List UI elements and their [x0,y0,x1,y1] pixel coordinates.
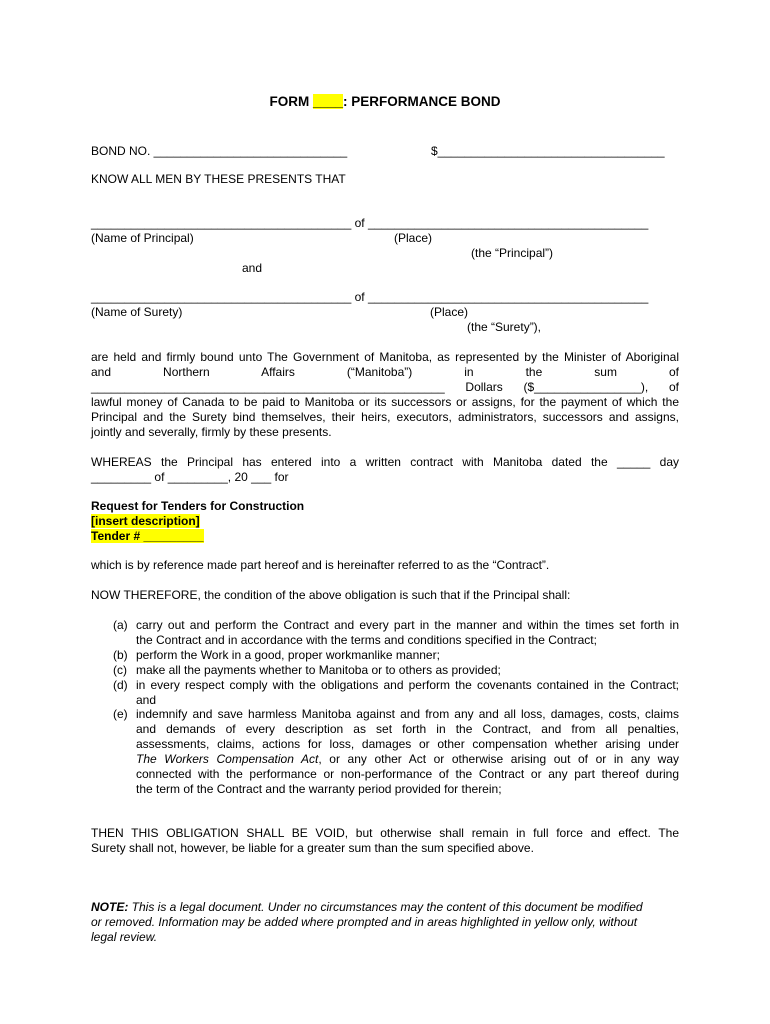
workers-compensation-act: The Workers Compensation Act [136,752,319,766]
condition-e-label: (e) [113,707,128,721]
tender-description-field[interactable]: [insert description] [91,514,200,528]
bond-number-field[interactable]: BOND NO. _____________________________ [91,144,348,158]
condition-e-line-4 [136,752,679,767]
surety-name-blank[interactable]: _______________________________________ of __________________________________________ [91,290,649,304]
condition-e-line-3: assessments, claims, actions for loss, damages or other compensation whether arising under [136,737,679,751]
condition-e-line-2: and demands of every description as set forth in the Contract, and from all penalties, [136,722,679,736]
condition-a-label: (a) [113,618,128,632]
condition-e-line-1: indemnify and save harmless Manitoba against and from any and all loss, damages, costs, claims [136,707,679,721]
tender-heading: Request for Tenders for Construction [91,499,305,513]
reference-text: which is by reference made part hereof and is hereinafter referred to as the “Contract”. [91,558,550,572]
principal-place-label: (Place) [394,231,433,245]
now-therefore-text: NOW THEREFORE, the condition of the above obligation is such that if the Principal shall: [91,588,571,602]
and-connector: and [242,261,263,275]
note-text-1: This is a legal document. Under no circumstances may the content of this document be modified [128,900,643,914]
page-title [0,94,770,109]
condition-b-text: perform the Work in a good, proper workmanlike manner; [136,648,440,662]
held-line-4: lawful money of Canada to be paid to Manitoba or its successors or assigns, for the payment of which the [91,395,679,409]
condition-d-label: (d) [113,678,128,692]
held-line-3[interactable]: _____________________________________________________ Dollars ($________________), of [91,380,679,394]
principal-name-label: (Name of Principal) [91,231,194,245]
whereas-line-2[interactable]: _________ of _________, 20 ___ for [91,470,289,484]
principal-name-blank[interactable]: _______________________________________ of __________________________________________ [91,216,649,230]
condition-e-line-5: connected with the performance or non-performance of the Contract or any part thereof during [136,767,679,781]
tender-number-field[interactable]: Tender # _________ [91,529,204,543]
condition-d-line-1: in every respect comply with the obligations and perform the covenants contained in the Contract; [136,678,679,692]
void-line-1: THEN THIS OBLIGATION SHALL BE VOID, but otherwise shall remain in full force and effect. The [91,826,679,840]
principal-role: (the “Principal”) [471,246,554,260]
held-line-2: and Northern Affairs (“Manitoba”) in the sum of [91,365,679,379]
note-label: NOTE: [91,900,129,914]
condition-a-line-1: carry out and perform the Contract and every part in the manner and within the times set forth in [136,618,679,632]
whereas-line-1: WHEREAS the Principal has entered into a written contract with Manitoba dated the _____ day [91,455,679,469]
note-line-1 [91,900,679,915]
note-line-3: legal review. [91,930,158,944]
condition-c-label: (c) [113,663,127,677]
note-line-2: or removed. Information may be added where prompted and in areas highlighted in yellow only, without [91,915,638,929]
condition-a-line-2: the Contract and in accordance with the terms and conditions specified in the Contract; [136,633,597,647]
condition-d-line-2: and [136,693,157,707]
form-title: : PERFORMANCE BOND [343,94,501,109]
bond-amount-field[interactable]: $__________________________________ [431,144,665,158]
condition-c-text: make all the payments whether to Manitoba or to others as provided; [136,663,501,677]
form-number-blank[interactable]: ____ [312,94,344,109]
surety-role: (the “Surety”), [467,320,542,334]
know-all-heading: KNOW ALL MEN BY THESE PRESENTS THAT [91,172,346,186]
surety-name-label: (Name of Surety) [91,305,183,319]
surety-place-label: (Place) [430,305,469,319]
condition-e-line-4-rest: , or any other Act or otherwise arising out of or in any way [318,752,680,766]
held-line-5: Principal and the Surety bind themselves, their heirs, executors, administrators, successors and assigns, [91,410,679,424]
condition-b-label: (b) [113,648,128,662]
condition-e-line-6: the term of the Contract and the warranty period provided for therein; [136,782,502,796]
held-line-6: jointly and severally, firmly by these presents. [91,425,332,439]
form-label: FORM [269,94,310,109]
void-line-2: Surety shall not, however, be liable for a greater sum than the sum specified above. [91,841,534,855]
held-line-1: are held and firmly bound unto The Government of Manitoba, as represented by the Minister of Aboriginal [91,350,679,364]
